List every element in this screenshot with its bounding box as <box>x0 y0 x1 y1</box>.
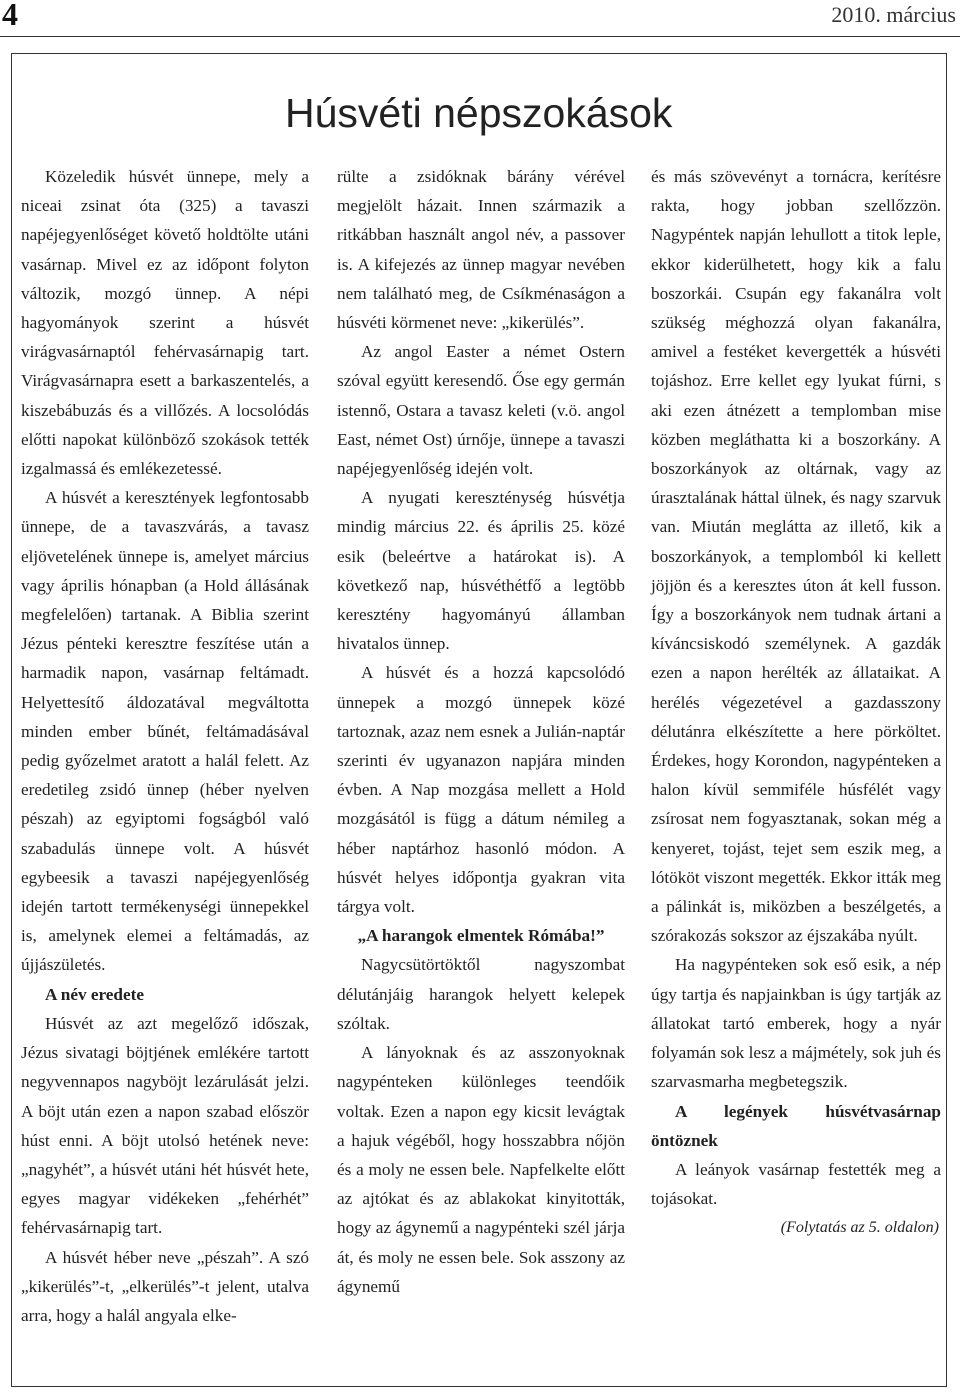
article-title: Húsvéti népszokások <box>285 90 673 136</box>
paragraph: A lányoknak és az asszonyoknak nagypénteken különleges teendőik voltak. Ezen a napon egy kicsit levágtak a hajuk végéből, hogy hosszabbra nőjön és a moly ne essen bele. Napfelkelte előtt az ajtókat és az ablakokat kinyitották, hogy az ágynemű a nagypénteki szél járja át, és moly ne essen bele. Sok asszony az ágynemű <box>337 1043 625 1296</box>
paragraph: Nagycsütörtöktől nagyszombat délutánjáig harangok helyett kelepek szóltak. <box>337 955 625 1033</box>
continuation-note: (Folytatás az 5. oldalon) <box>780 1219 939 1237</box>
paragraph: és más szövevényt a tornácra, kerítésre rakta, hogy jobban szellőzzön. Nagypéntek napján lehullott a titok leple, ekkor kiderülhetett, hogy kik a falu boszorkái. Csupán egy fakanálra volt szükség méghozzá olyan fakanálra, amivel a festéket kevergették a húsvéti tojáshoz. Erre kellet egy lyukat fúrni, s aki ezen átnézett a templomban mise közben megláthatta ki a boszorkány. A boszorkányok az oltárnak, vagy az úrasztalának háttal ülnek, és nagy szarvuk van. Miután meglátta az illető, kik a boszorkányok, a templomból ki kellett jöjjön és a keresztes úton át kell fusson. Így a boszorkányok nem tudnak ártani a kíváncsiskodó személynek. A gazdák ezen a napon herélték az állataikat. A herélés végezetével a gazdasszony délutánra elkészítette a here pörköltet. Érdekes, hogy Korondon, nagypénteken a halon kívül semmiféle húsfélét vagy zsírosat nem fogyasztanak, sokan még a kenyeret, tojást, tejet sem eszik meg, a lótököt viszont megették. Ekkor itták meg a pálinkát is, miközben a beszélgetés, a szórakozás sokszor az éjszakába nyúlt. <box>651 167 941 946</box>
paragraph: Közeledik húsvét ünnepe, mely a niceai zsinat óta (325) a tavaszi napéjegyenlőséget követő holdtölte utáni vasárnap. Mivel ez az időpont folyton változik, mozgó ünnep. A népi hagyományok szerint a húsvét virágvasárnaptól fehérvasárnapig tart. Virágvasárnapra esett a barkaszentelés, a kiszebábuzás és a villőzés. A locsolódás előtti napokat különböző szokások tették izgalmassá és emlékezetessé. <box>21 167 309 479</box>
paragraph: Húsvét az azt megelőző időszak, Jézus sivatagi böjtjének emlékére tartott negyvennapos nagyböjt lezárulását jelzi. A böjt után ezen a napon szabad először húst enni. A böjt utolsó hetének neve: „nagyhét”, a húsvét utáni hét húsvét hete, egyes magyar vidékeken „fehérhét” fehérvasárnapig tart. <box>21 1013 309 1238</box>
issue-date: 2010. március <box>831 2 956 27</box>
page-header <box>0 0 960 36</box>
section-heading: A legények húsvétvasárnap öntöznek <box>651 1101 941 1150</box>
header-rule <box>0 36 960 37</box>
column-1 <box>21 162 309 1330</box>
paragraph: A nyugati kereszténység húsvétja mindig március 22. és április 25. közé esik (beleértve a határokat is). A következő nap, húsvéthétfő a legtöbb keresztény hagyományú államban hivatalos ünnep. <box>337 488 625 654</box>
paragraph: A húsvét a keresztények legfontosabb ünnepe, de a tavaszvárás, a tavasz eljövetelének ünnepe is, amelyet március vagy április hónapban (a Hold állásának megfelelően) tartanak. A Biblia szerint Jézus pénteki keresztre feszítése után a harmadik napon, vasárnap feltámadt. Helyettesítő áldozatával megváltotta minden ember bűnét, feltámadásával pedig győzelmet aratott a halál felett. Az eredetileg zsidó ünnep (héber nyelven pészah) az egyiptomi fogságból való szabadulás ünnepe volt. A húsvét egybeesik a tavaszi napéjegyenlőség idején tartott termékenységi ünnepekkel is, amelynek elemei a feltámadás, az újjászületés. <box>21 488 309 975</box>
paragraph: Ha nagypénteken sok eső esik, a nép úgy tartja és napjainkban is úgy tartják az állatokat tartó emberek, hogy a nyár folyamán sok lesz a májmétely, sok juh és szarvasmarha megbetegszik. <box>651 955 941 1092</box>
paragraph: A leányok vasárnap festették meg a tojásokat. <box>651 1159 941 1209</box>
column-2 <box>337 162 625 1301</box>
paragraph: rülte a zsidóknak bárány vérével megjelölt házait. Innen származik a ritkábban használt angol név, a passover is. A kifejezés az ünnep magyar nevében nem található meg, de Csíkménaságon a húsvéti körmenet neve: „kikerülés”. <box>337 167 625 333</box>
page-number: 4 <box>2 0 18 32</box>
section-heading: „A harangok elmentek Rómába!” <box>357 926 605 946</box>
paragraph: A húsvét héber neve „pészah”. A szó „kikerülés”-t, „elkerülés”-t jelent, utalva arra, hogy a halál angyala elke- <box>21 1247 309 1325</box>
paragraph: A húsvét és a hozzá kapcsolódó ünnepek a mozgó ünnepek közé tartoznak, azaz nem esnek a Julián-naptár szerinti év ugyanazon napjára minden évben. A Nap mozgása mellett a Hold mozgásától is függ a dátum némileg a héber naptárhoz hasonló módon. A húsvét helyes időpontja gyakran vita tárgya volt. <box>337 663 625 917</box>
paragraph: Az angol Easter a német Ostern szóval együtt keresendő. Őse egy germán istennő, Ostara a tavasz keleti (v.ö. angol East, német Ost) úrnője, ünnepe a tavaszi napéjegyenlőség idején volt. <box>337 342 625 479</box>
section-heading: A név eredete <box>45 984 144 1004</box>
column-3 <box>651 162 941 1243</box>
